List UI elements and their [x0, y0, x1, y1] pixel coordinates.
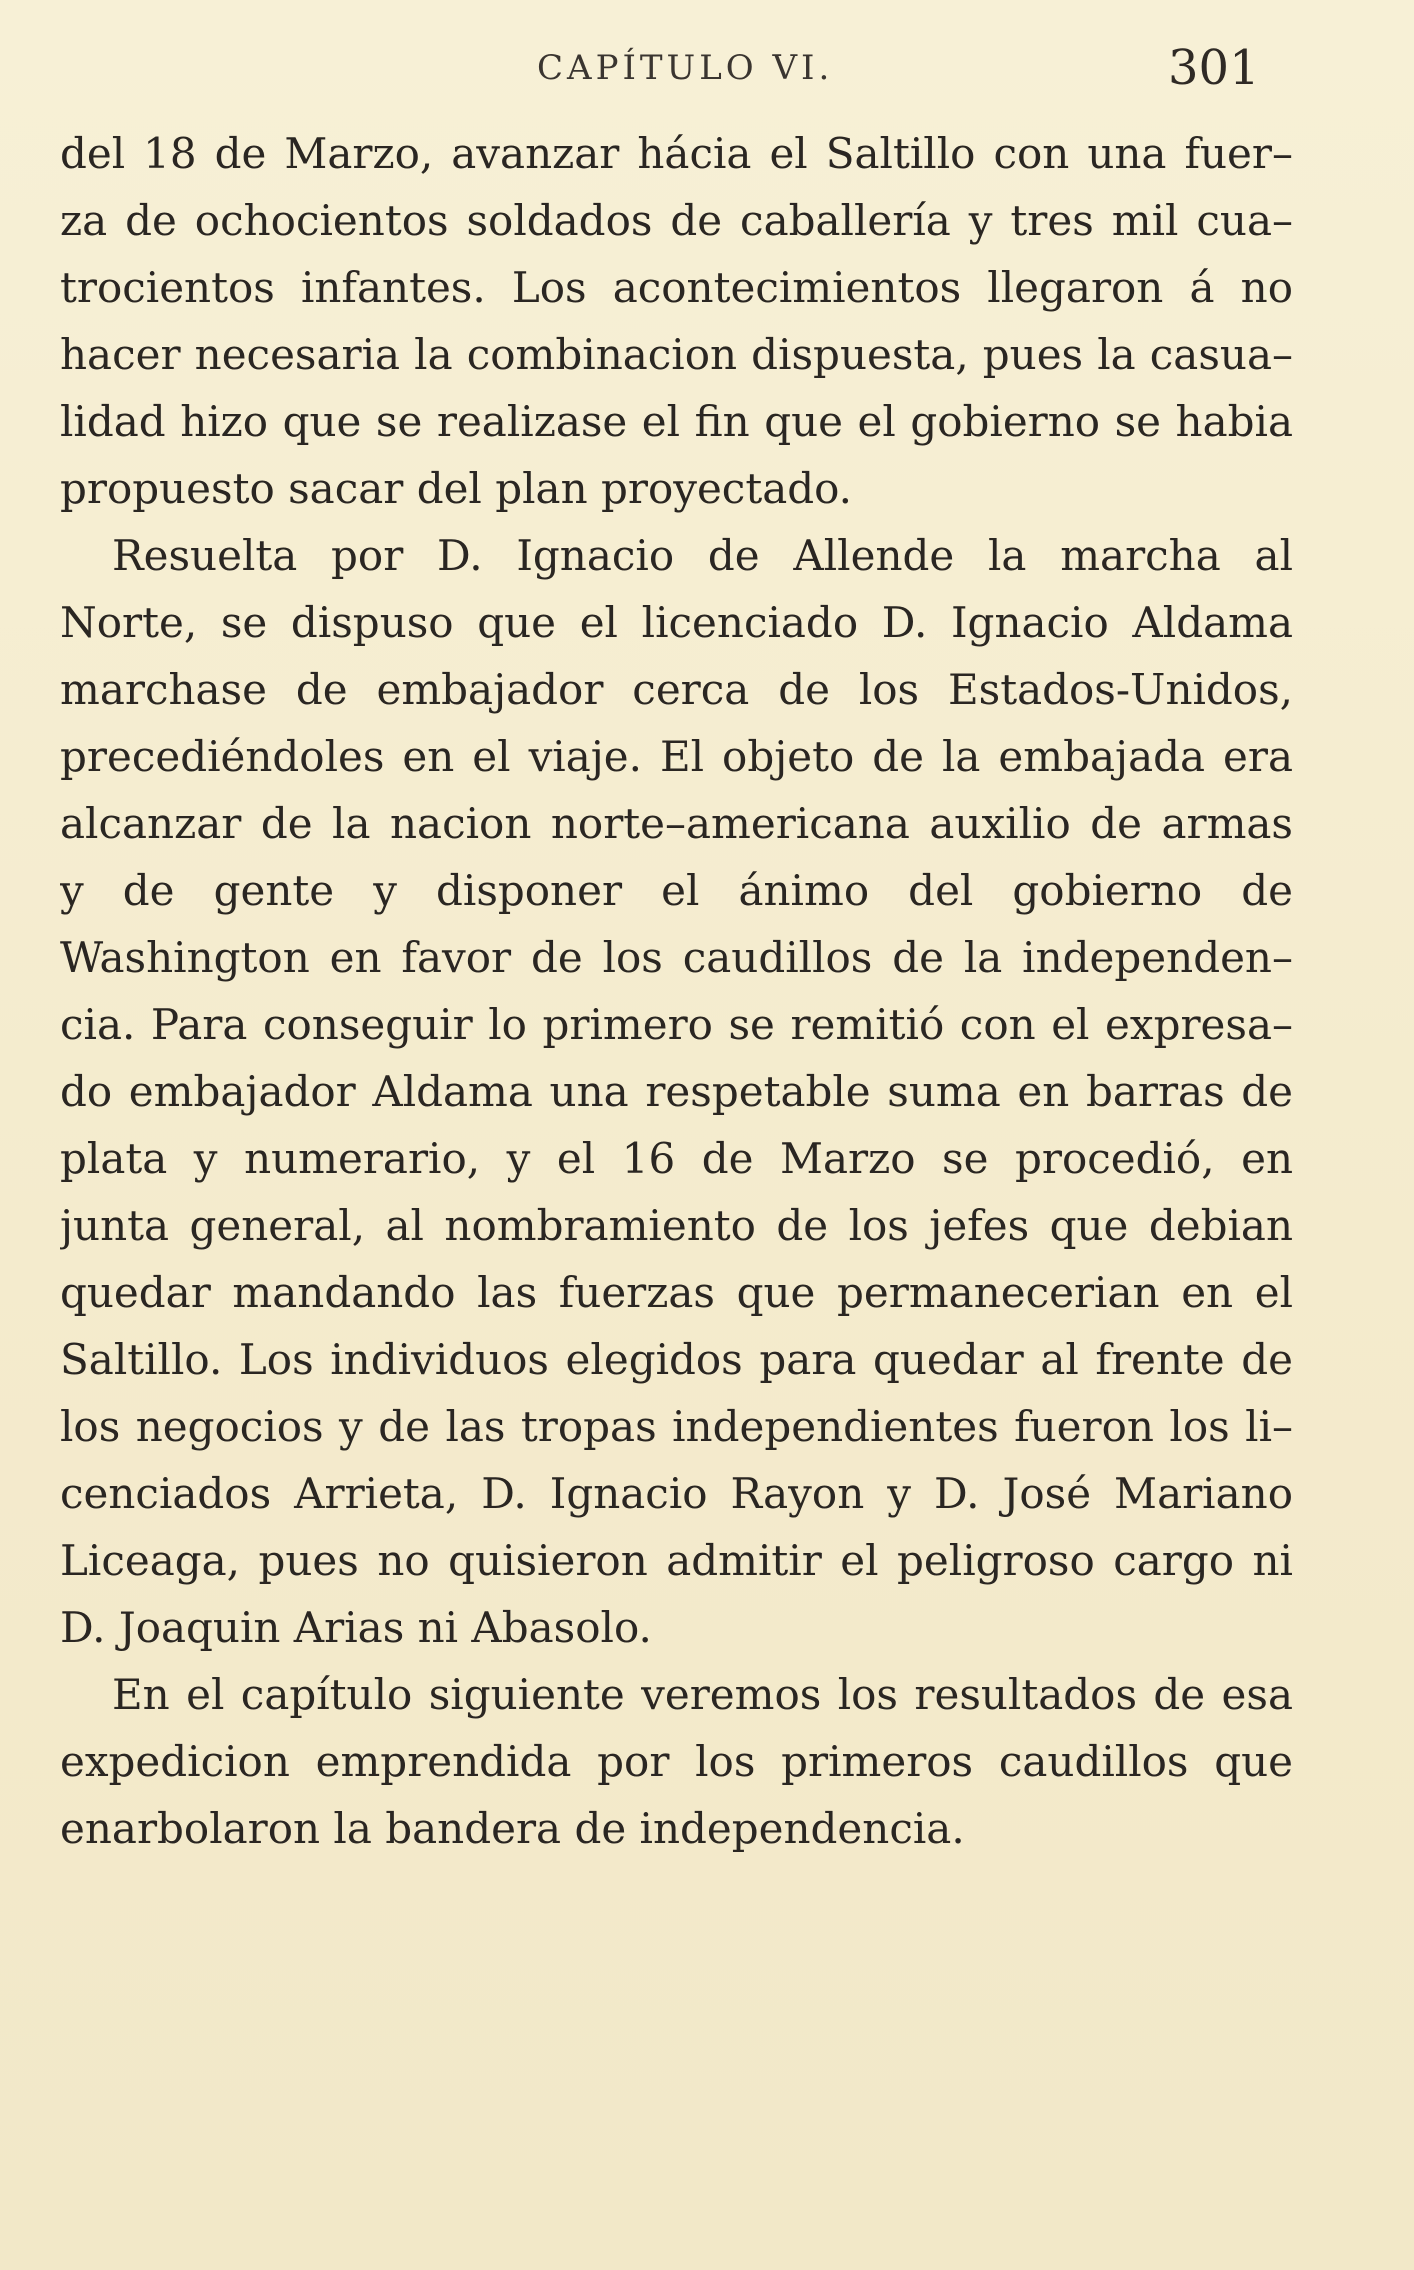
- text-line: D. Joaquin Arias ni Abasolo.: [60, 1603, 652, 1652]
- text-line: alcanzar de la nacion norte–americana auxilio de armas: [60, 799, 1293, 848]
- text-line: cia. Para conseguir lo primero se remitió con el expresa–: [60, 1000, 1293, 1049]
- text-line: plata y numerario, y el 16 de Marzo se procedió, en: [60, 1134, 1293, 1183]
- text-line: En el capítulo siguiente veremos los resultados de esa: [112, 1670, 1293, 1719]
- text-line: Washington en favor de los caudillos de la independen–: [60, 933, 1293, 982]
- text-line: Liceaga, pues no quisieron admitir el peligroso cargo ni: [60, 1536, 1293, 1585]
- text-line: junta general, al nombramiento de los jefes que debian: [60, 1201, 1293, 1250]
- text-line: quedar mandando las fuerzas que permanecerian en el: [60, 1268, 1293, 1317]
- text-line: Norte, se dispuso que el licenciado D. Ignacio Aldama: [60, 598, 1293, 647]
- text-line: y de gente y disponer el ánimo del gobierno de: [60, 866, 1293, 915]
- text-line: lidad hizo que se realizase el fin que el gobierno se habia: [60, 397, 1293, 446]
- text-line: trocientos infantes. Los acontecimientos llegaron á no: [60, 263, 1293, 312]
- text-line: los negocios y de las tropas independientes fueron los li–: [60, 1402, 1293, 1451]
- text-line: za de ochocientos soldados de caballería y tres mil cua–: [60, 196, 1293, 245]
- text-line: del 18 de Marzo, avanzar hácia el Saltillo con una fuer–: [60, 129, 1293, 178]
- text-line: precediéndoles en el viaje. El objeto de la embajada era: [60, 732, 1293, 781]
- text-line: Resuelta por D. Ignacio de Allende la marcha al: [112, 531, 1293, 580]
- text-line: Saltillo. Los individuos elegidos para quedar al frente de: [60, 1335, 1293, 1384]
- text-line: cenciados Arrieta, D. Ignacio Rayon y D. José Mariano: [60, 1469, 1293, 1518]
- text-line: propuesto sacar del plan proyectado.: [60, 464, 853, 513]
- text-line: expedicion emprendida por los primeros caudillos que: [60, 1737, 1293, 1786]
- page-header: [0, 40, 1414, 100]
- text-line: enarbolaron la bandera de independencia.: [60, 1804, 965, 1853]
- running-head: CAPÍTULO VI.: [537, 48, 834, 88]
- text-line: marchase de embajador cerca de los Estados-Unidos,: [60, 665, 1293, 714]
- page-number: 301: [1168, 40, 1260, 96]
- body-text: [60, 120, 1293, 1862]
- text-line: do embajador Aldama una respetable suma en barras de: [60, 1067, 1293, 1116]
- text-line: hacer necesaria la combinacion dispuesta, pues la casua–: [60, 330, 1293, 379]
